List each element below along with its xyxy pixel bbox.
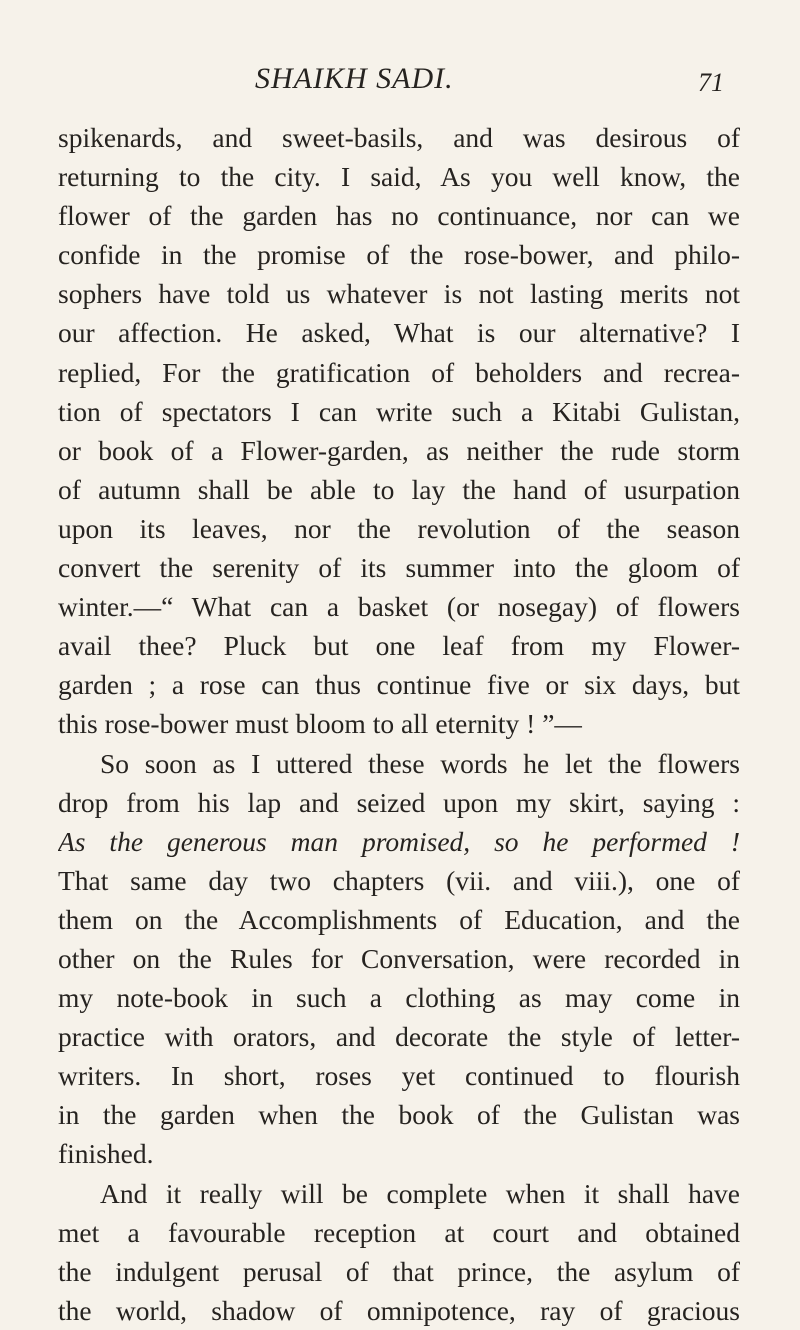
page-number: 71	[698, 68, 724, 97]
text-line: practice with orators, and decorate the style of letter-	[58, 1021, 740, 1053]
text-line: finished.	[58, 1138, 154, 1170]
text-line: tion of spectators I can write such a Kitabi Gulistan,	[58, 395, 740, 427]
text-line: That same day two chapters (vii. and viii.), one of	[58, 864, 740, 896]
text-line: flower of the garden has no continuance, nor can we	[58, 200, 740, 232]
text-line: met a favourable reception at court and obtained	[58, 1216, 740, 1248]
text-line: avail thee? Pluck but one leaf from my Flower-	[58, 630, 740, 662]
text-line: this rose-bower must bloom to all eternity ! ”—	[58, 708, 582, 740]
text-line: or book of a Flower-garden, as neither the rude storm	[58, 434, 740, 466]
text-line: garden ; a rose can thus continue five or six days, but	[58, 669, 740, 701]
running-title: SHAIKH SADI.	[255, 62, 454, 95]
text-line: winter.—“ What can a basket (or nosegay) of flowers	[58, 591, 740, 623]
italic-quote-line	[58, 822, 740, 861]
text-line: in the garden when the book of the Gulistan was	[58, 1099, 740, 1131]
italic-quote: As the generous man promised, so he performed !	[58, 825, 740, 857]
text-line: them on the Accomplishments of Education, and the	[58, 903, 740, 935]
text-line: convert the serenity of its summer into the gloom of	[58, 552, 740, 584]
text-line: confide in the promise of the rose-bower, and philo-	[58, 239, 740, 271]
text-line: sophers have told us whatever is not lasting merits not	[58, 278, 740, 310]
text-line: returning to the city. I said, As you well know, the	[58, 161, 740, 193]
text-line: the indulgent perusal of that prince, the asylum of	[58, 1255, 740, 1287]
text-line: my note-book in such a clothing as may come in	[58, 982, 740, 1014]
paragraph-start-line: And it really will be complete when it shall have	[100, 1177, 740, 1209]
text-line: writers. In short, roses yet continued to flourish	[58, 1060, 740, 1092]
text-line: our affection. He asked, What is our alternative? I	[58, 317, 740, 349]
text-line: the world, shadow of omnipotence, ray of gracious	[58, 1294, 740, 1326]
text-line: upon its leaves, nor the revolution of the season	[58, 512, 740, 544]
text-line: spikenards, and sweet-basils, and was desirous of	[58, 122, 740, 153]
text-line: replied, For the gratification of beholders and recrea-	[58, 356, 740, 388]
paragraph-start-line: So soon as I uttered these words he let the flowers	[100, 747, 740, 779]
text-line: other on the Rules for Conversation, were recorded in	[58, 942, 740, 974]
body-text	[58, 118, 740, 1330]
text-line: drop from his lap and seized upon my skirt, saying :	[58, 786, 740, 818]
text-line: of autumn shall be able to lay the hand of usurpation	[58, 473, 740, 505]
